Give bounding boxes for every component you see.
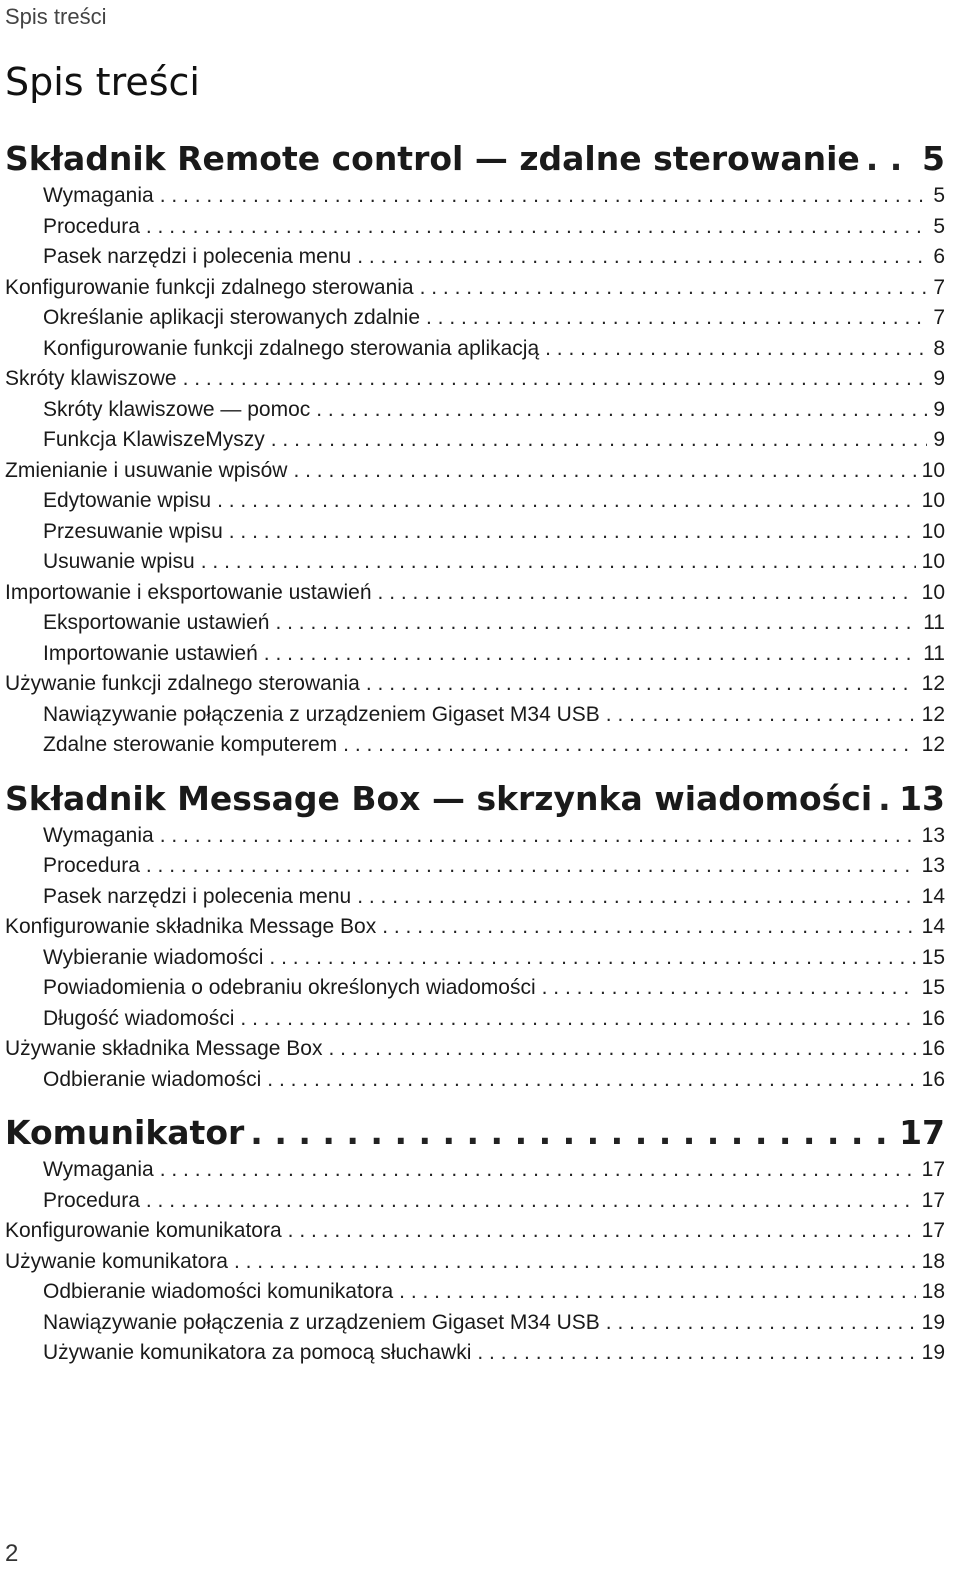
- page-title: Spis treści: [5, 60, 200, 104]
- dot-leader: [343, 730, 915, 761]
- dot-leader: [878, 777, 893, 821]
- dot-leader: [146, 212, 927, 243]
- dot-leader: [240, 1004, 915, 1035]
- toc-entry-sub[interactable]: [5, 608, 945, 639]
- toc-entry-section[interactable]: [5, 1034, 945, 1065]
- toc-entry-sub[interactable]: [5, 1065, 945, 1096]
- toc-entry-label: Długość wiadomości: [43, 1006, 235, 1030]
- toc-entry-label: Wybieranie wiadomości: [43, 945, 264, 969]
- toc-entry-label: Odbieranie wiadomości komunikatora: [43, 1280, 394, 1303]
- toc-entry-sub[interactable]: [5, 1155, 945, 1186]
- dot-leader: [146, 1186, 916, 1217]
- dot-leader: [269, 943, 915, 974]
- toc-entry-sub[interactable]: [5, 943, 945, 974]
- toc-entry-page: 16: [921, 1006, 945, 1030]
- dot-leader: [293, 456, 915, 487]
- dot-leader: [264, 639, 917, 670]
- toc-entry-section[interactable]: [5, 1216, 945, 1247]
- toc-entry-page: 5: [933, 184, 945, 207]
- toc-entry-label: Powiadomienia o odebraniu określonych wiadomości: [43, 976, 536, 999]
- toc-entry-sub[interactable]: [5, 212, 945, 243]
- dot-leader: [426, 303, 927, 334]
- toc-entry-label: Zdalne sterowanie komputerem: [43, 733, 338, 756]
- toc-entry-sub[interactable]: [5, 486, 945, 517]
- dot-leader: [542, 973, 916, 1004]
- dot-leader: [288, 1216, 916, 1247]
- toc-entry-sub[interactable]: [5, 882, 945, 913]
- toc-entry-label: Importowanie ustawień: [43, 641, 258, 665]
- toc-entry-label: Składnik Message Box — skrzynka wiadomości: [5, 778, 873, 818]
- dot-leader: [316, 395, 927, 426]
- dot-leader: [477, 1338, 915, 1369]
- dot-leader: [399, 1277, 915, 1308]
- toc-entry-label: Używanie składnika Message Box: [5, 1037, 323, 1060]
- dot-leader: [866, 137, 916, 181]
- toc-entry-page: 10: [921, 550, 945, 573]
- toc-entry-page: 12: [921, 672, 945, 695]
- toc-entry-page: 7: [933, 306, 945, 329]
- toc-entry-chapter[interactable]: [5, 1111, 945, 1155]
- toc-entry-page: 10: [921, 580, 945, 604]
- dot-leader: [382, 912, 915, 943]
- dot-leader: [357, 882, 915, 913]
- toc-entry-label: Skróty klawiszowe: [5, 367, 177, 390]
- toc-entry-label: Nawiązywanie połączenia z urządzeniem Gigaset M34 USB: [43, 1310, 600, 1334]
- toc-entry-label: Zmienianie i usuwanie wpisów: [5, 458, 288, 482]
- toc-entry-section[interactable]: [5, 364, 945, 395]
- dot-leader: [328, 1034, 915, 1065]
- running-header: Spis treści: [5, 4, 107, 29]
- dot-leader: [183, 364, 928, 395]
- toc-entry-page: 5: [922, 139, 945, 178]
- toc-entry-page: 13: [899, 778, 945, 818]
- toc-entry-label: Wymagania: [43, 1158, 154, 1181]
- toc-entry-page: 18: [921, 1249, 945, 1273]
- toc-entry-sub[interactable]: [5, 547, 945, 578]
- toc-entry-section[interactable]: [5, 456, 945, 487]
- toc-entry-label: Procedura: [43, 854, 140, 877]
- toc-entry-page: 5: [933, 214, 945, 238]
- toc-entry-page: 10: [921, 519, 945, 543]
- toc-entry-sub[interactable]: [5, 639, 945, 670]
- toc-entry-chapter[interactable]: [5, 777, 945, 821]
- toc-entry-label: Używanie komunikatora za pomocą słuchawki: [43, 1341, 472, 1364]
- dot-leader: [250, 1111, 893, 1155]
- toc-entry-page: 6: [933, 245, 945, 268]
- toc-entry-section[interactable]: [5, 1247, 945, 1278]
- dot-leader: [217, 486, 916, 517]
- toc-entry-page: 18: [921, 1280, 945, 1303]
- toc-entry-label: Edytowanie wpisu: [43, 489, 212, 512]
- toc-entry-page: 10: [921, 458, 945, 482]
- toc-entry-page: 9: [933, 397, 945, 421]
- toc-entry-sub[interactable]: [5, 303, 945, 334]
- toc-entry-section[interactable]: [5, 273, 945, 304]
- dot-leader: [606, 1308, 916, 1339]
- toc-entry-label: Przesuwanie wpisu: [43, 519, 223, 543]
- toc-entry-sub[interactable]: [5, 395, 945, 426]
- toc-entry-page: 14: [921, 915, 945, 938]
- toc-entry-label: Konfigurowanie funkcji zdalnego sterowania aplikacją: [43, 336, 540, 360]
- table-of-contents: [5, 137, 945, 1369]
- dot-leader: [378, 578, 916, 609]
- toc-entry-label: Komunikator: [5, 1113, 245, 1152]
- dot-leader: [229, 517, 916, 548]
- toc-entry-label: Skróty klawiszowe — pomoc: [43, 397, 311, 421]
- toc-entry-label: Konfigurowanie funkcji zdalnego sterowania: [5, 275, 414, 299]
- toc-entry-page: 14: [921, 884, 945, 908]
- dot-leader: [146, 851, 916, 882]
- toc-entry-sub[interactable]: [5, 1004, 945, 1035]
- toc-entry-label: Pasek narzędzi i polecenia menu: [43, 245, 352, 268]
- dot-leader: [606, 700, 916, 731]
- toc-entry-label: Pasek narzędzi i polecenia menu: [43, 884, 352, 908]
- toc-entry-page: 9: [933, 428, 945, 451]
- toc-entry-section[interactable]: [5, 578, 945, 609]
- dot-leader: [160, 181, 928, 212]
- toc-entry-page: 7: [933, 275, 945, 299]
- toc-entry-sub[interactable]: [5, 821, 945, 852]
- toc-entry-page: 11: [923, 611, 945, 634]
- dot-leader: [160, 1155, 916, 1186]
- toc-entry-sub[interactable]: [5, 242, 945, 273]
- toc-entry-page: 8: [933, 336, 945, 360]
- toc-entry-label: Importowanie i eksportowanie ustawień: [5, 580, 372, 604]
- toc-entry-sub[interactable]: [5, 517, 945, 548]
- dot-leader: [201, 547, 916, 578]
- toc-entry-sub[interactable]: [5, 700, 945, 731]
- toc-entry-page: 11: [923, 641, 945, 665]
- toc-entry-label: Nawiązywanie połączenia z urządzeniem Gigaset M34 USB: [43, 702, 600, 726]
- dot-leader: [160, 821, 916, 852]
- toc-entry-page: 17: [921, 1158, 945, 1181]
- toc-entry-label: Eksportowanie ustawień: [43, 611, 270, 634]
- dot-leader: [275, 608, 917, 639]
- toc-entry-label: Używanie funkcji zdalnego sterowania: [5, 672, 360, 695]
- toc-entry-label: Usuwanie wpisu: [43, 550, 195, 573]
- toc-entry-sub[interactable]: [5, 730, 945, 761]
- toc-entry-page: 12: [921, 733, 945, 756]
- toc-entry-sub[interactable]: [5, 425, 945, 456]
- dot-leader: [234, 1247, 916, 1278]
- dot-leader: [267, 1065, 915, 1096]
- toc-entry-label: Wymagania: [43, 823, 154, 847]
- toc-entry-page: 10: [921, 489, 945, 512]
- toc-entry-page: 15: [921, 976, 945, 999]
- dot-leader: [271, 425, 928, 456]
- page-number: 2: [5, 1540, 19, 1567]
- toc-entry-page: 17: [921, 1188, 945, 1212]
- toc-entry-label: Procedura: [43, 214, 140, 238]
- toc-entry-sub[interactable]: [5, 973, 945, 1004]
- toc-entry-label: Konfigurowanie komunikatora: [5, 1219, 282, 1242]
- toc-entry-section[interactable]: [5, 912, 945, 943]
- toc-entry-page: 16: [921, 1037, 945, 1060]
- dot-leader: [366, 669, 916, 700]
- toc-entry-label: Składnik Remote control — zdalne sterowanie: [5, 139, 860, 178]
- toc-entry-sub[interactable]: [5, 1308, 945, 1339]
- toc-entry-sub[interactable]: [5, 181, 945, 212]
- toc-entry-page: 17: [899, 1113, 945, 1152]
- toc-entry-sub[interactable]: [5, 334, 945, 365]
- toc-entry-sub[interactable]: [5, 1277, 945, 1308]
- toc-entry-page: 9: [933, 367, 945, 390]
- toc-entry-page: 19: [921, 1310, 945, 1334]
- dot-leader: [357, 242, 927, 273]
- toc-entry-label: Używanie komunikatora: [5, 1249, 228, 1273]
- toc-entry-section[interactable]: [5, 669, 945, 700]
- toc-entry-page: 13: [921, 823, 945, 847]
- toc-entry-label: Procedura: [43, 1188, 140, 1212]
- toc-entry-label: Funkcja KlawiszeMyszy: [43, 428, 265, 451]
- toc-entry-sub[interactable]: [5, 1186, 945, 1217]
- toc-entry-label: Określanie aplikacji sterowanych zdalnie: [43, 306, 421, 329]
- toc-entry-label: Konfigurowanie składnika Message Box: [5, 915, 377, 938]
- dot-leader: [545, 334, 927, 365]
- toc-entry-page: 17: [921, 1219, 945, 1242]
- toc-entry-label: Odbieranie wiadomości: [43, 1067, 262, 1091]
- toc-entry-page: 15: [921, 945, 945, 969]
- toc-entry-chapter[interactable]: [5, 137, 945, 181]
- toc-entry-sub[interactable]: [5, 851, 945, 882]
- toc-entry-page: 16: [921, 1067, 945, 1091]
- toc-entry-sub[interactable]: [5, 1338, 945, 1369]
- toc-entry-page: 13: [921, 854, 945, 877]
- toc-entry-page: 19: [921, 1341, 945, 1364]
- dot-leader: [420, 273, 928, 304]
- toc-entry-page: 12: [921, 702, 945, 726]
- toc-entry-label: Wymagania: [43, 184, 154, 207]
